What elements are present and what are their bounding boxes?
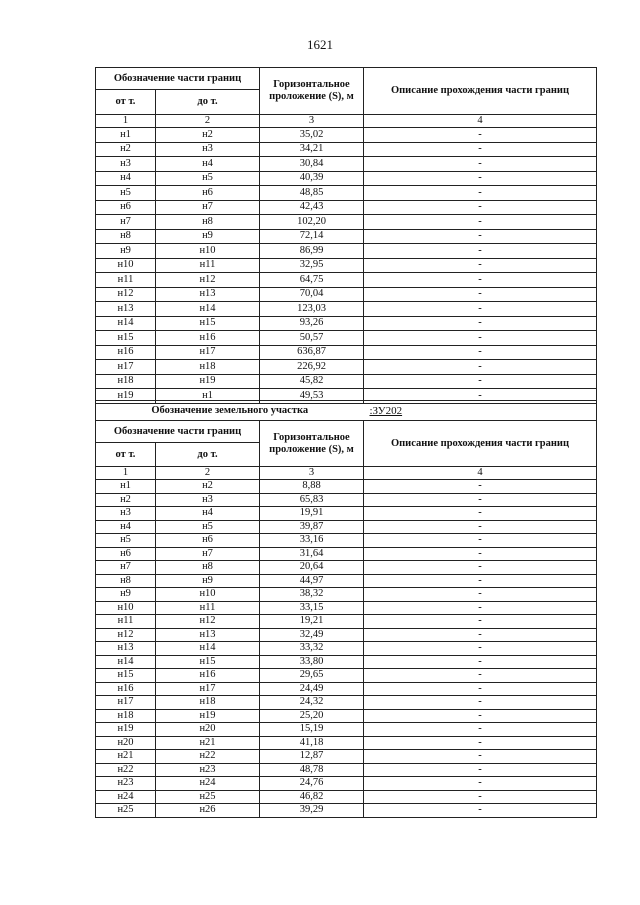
header-to-point: до т. [156,443,260,467]
table-row [96,186,597,201]
distance-cell: 49,53 [260,389,364,404]
column-number-row [96,467,597,480]
distance-cell: 33,32 [260,642,364,656]
description-cell: - [364,331,597,346]
distance-cell: 65,83 [260,493,364,507]
from-point-cell: н25 [96,804,156,818]
distance-cell: 19,91 [260,507,364,521]
from-point-cell: н3 [96,157,156,172]
to-point-cell: н2 [156,128,260,143]
description-cell: - [364,186,597,201]
distance-cell: 35,02 [260,128,364,143]
description-cell: - [364,763,597,777]
from-point-cell: н11 [96,273,156,288]
from-point-cell: н16 [96,682,156,696]
to-point-cell: н7 [156,547,260,561]
distance-cell: 33,16 [260,534,364,548]
to-point-cell: н5 [156,171,260,186]
distance-cell: 34,21 [260,142,364,157]
table-row [96,128,597,143]
description-cell: - [364,229,597,244]
distance-cell: 15,19 [260,723,364,737]
distance-cell: 20,64 [260,561,364,575]
table-row [96,157,597,172]
to-point-cell: н18 [156,696,260,710]
table-row [96,642,597,656]
to-point-cell: н12 [156,273,260,288]
description-cell: - [364,709,597,723]
description-cell: - [364,574,597,588]
col-number: 3 [260,467,364,480]
table-row [96,777,597,791]
from-point-cell: н23 [96,777,156,791]
distance-cell: 32,95 [260,258,364,273]
col-number: 4 [364,115,597,128]
description-cell: - [364,374,597,389]
to-point-cell: н24 [156,777,260,791]
distance-cell: 24,49 [260,682,364,696]
table-row [96,561,597,575]
from-point-cell: н19 [96,723,156,737]
description-cell: - [364,588,597,602]
description-cell: - [364,507,597,521]
col-number: 2 [156,115,260,128]
from-point-cell: н1 [96,128,156,143]
from-point-cell: н9 [96,244,156,259]
to-point-cell: н17 [156,682,260,696]
col-number: 1 [96,115,156,128]
table-row [96,547,597,561]
to-point-cell: н13 [156,287,260,302]
table-row [96,723,597,737]
distance-cell: 48,78 [260,763,364,777]
table-row [96,682,597,696]
table-row [96,601,597,615]
from-point-cell: н19 [96,389,156,404]
table-row [96,287,597,302]
table-row [96,520,597,534]
col-number: 2 [156,467,260,480]
distance-cell: 32,49 [260,628,364,642]
header-boundary-part: Обозначение части границ [96,68,260,90]
description-cell: - [364,790,597,804]
distance-cell: 29,65 [260,669,364,683]
header-distance: Горизонтальное проложение (S), м [260,68,364,115]
distance-cell: 39,87 [260,520,364,534]
from-point-cell: н17 [96,696,156,710]
to-point-cell: н15 [156,655,260,669]
column-number-row [96,115,597,128]
distance-cell: 30,84 [260,157,364,172]
distance-cell: 86,99 [260,244,364,259]
distance-cell: 40,39 [260,171,364,186]
distance-cell: 72,14 [260,229,364,244]
description-cell: - [364,561,597,575]
to-point-cell: н16 [156,331,260,346]
distance-cell: 25,20 [260,709,364,723]
col-number: 3 [260,115,364,128]
to-point-cell: н17 [156,345,260,360]
to-point-cell: н10 [156,244,260,259]
description-cell: - [364,628,597,642]
table-row [96,736,597,750]
distance-cell: 636,87 [260,345,364,360]
from-point-cell: н16 [96,345,156,360]
distance-cell: 38,32 [260,588,364,602]
distance-cell: 12,87 [260,750,364,764]
table-row [96,696,597,710]
to-point-cell: н22 [156,750,260,764]
to-point-cell: н4 [156,157,260,172]
table-row [96,709,597,723]
from-point-cell: н14 [96,655,156,669]
from-point-cell: н15 [96,331,156,346]
to-point-cell: н20 [156,723,260,737]
header-to-point: до т. [156,90,260,115]
description-cell: - [364,682,597,696]
table-row [96,507,597,521]
distance-cell: 24,76 [260,777,364,791]
header-description: Описание прохождения части границ [364,68,597,115]
table-row [96,360,597,375]
to-point-cell: н18 [156,360,260,375]
description-cell: - [364,696,597,710]
to-point-cell: н6 [156,186,260,201]
to-point-cell: н9 [156,229,260,244]
to-point-cell: н14 [156,302,260,317]
table-row [96,480,597,494]
to-point-cell: н7 [156,200,260,215]
page-number: 1621 [307,37,333,52]
description-cell: - [364,215,597,230]
description-cell: - [364,669,597,683]
table-row [96,763,597,777]
to-point-cell: н10 [156,588,260,602]
from-point-cell: н2 [96,142,156,157]
table-row [96,750,597,764]
to-point-cell: н16 [156,669,260,683]
description-cell: - [364,655,597,669]
from-point-cell: н13 [96,642,156,656]
to-point-cell: н11 [156,258,260,273]
to-point-cell: н2 [156,480,260,494]
distance-cell: 70,04 [260,287,364,302]
from-point-cell: н5 [96,186,156,201]
table-row [96,374,597,389]
from-point-cell: н13 [96,302,156,317]
to-point-cell: н15 [156,316,260,331]
table-row [96,493,597,507]
col-number: 4 [364,467,597,480]
to-point-cell: н9 [156,574,260,588]
description-cell: - [364,302,597,317]
distance-cell: 50,57 [260,331,364,346]
description-cell: - [364,642,597,656]
from-point-cell: н10 [96,258,156,273]
to-point-cell: н3 [156,142,260,157]
description-cell: - [364,389,597,404]
from-point-cell: н10 [96,601,156,615]
distance-cell: 8,88 [260,480,364,494]
distance-cell: 123,03 [260,302,364,317]
description-cell: - [364,520,597,534]
to-point-cell: н1 [156,389,260,404]
description-cell: - [364,480,597,494]
distance-cell: 39,29 [260,804,364,818]
distance-cell: 45,82 [260,374,364,389]
description-cell: - [364,316,597,331]
from-point-cell: н5 [96,534,156,548]
description-cell: - [364,547,597,561]
description-cell: - [364,804,597,818]
from-point-cell: н9 [96,588,156,602]
to-point-cell: н8 [156,561,260,575]
to-point-cell: н19 [156,374,260,389]
description-cell: - [364,345,597,360]
to-point-cell: н25 [156,790,260,804]
table-row [96,804,597,818]
table-row [96,574,597,588]
description-cell: - [364,360,597,375]
to-point-cell: н26 [156,804,260,818]
description-cell: - [364,258,597,273]
to-point-cell: н5 [156,520,260,534]
table-row [96,655,597,669]
table-row [96,229,597,244]
parcel-number: :ЗУ202 [364,401,597,421]
from-point-cell: н18 [96,374,156,389]
to-point-cell: н8 [156,215,260,230]
from-point-cell: н20 [96,736,156,750]
to-point-cell: н14 [156,642,260,656]
col-number: 1 [96,467,156,480]
distance-cell: 48,85 [260,186,364,201]
description-cell: - [364,534,597,548]
table-row [96,142,597,157]
distance-cell: 33,15 [260,601,364,615]
description-cell: - [364,736,597,750]
from-point-cell: н6 [96,200,156,215]
description-cell: - [364,493,597,507]
table-row [96,200,597,215]
table-row [96,331,597,346]
to-point-cell: н23 [156,763,260,777]
header-distance: Горизонтальное проложение (S), м [260,421,364,467]
table-row [96,258,597,273]
from-point-cell: н7 [96,215,156,230]
distance-cell: 44,97 [260,574,364,588]
from-point-cell: н24 [96,790,156,804]
from-point-cell: н22 [96,763,156,777]
distance-cell: 33,80 [260,655,364,669]
table-row [96,273,597,288]
from-point-cell: н2 [96,493,156,507]
from-point-cell: н4 [96,171,156,186]
to-point-cell: н4 [156,507,260,521]
table-row [96,790,597,804]
header-from-point: от т. [96,90,156,115]
from-point-cell: н17 [96,360,156,375]
boundary-table-1 [95,67,597,404]
distance-cell: 64,75 [260,273,364,288]
from-point-cell: н11 [96,615,156,629]
from-point-cell: н7 [96,561,156,575]
to-point-cell: н13 [156,628,260,642]
description-cell: - [364,157,597,172]
description-cell: - [364,244,597,259]
header-from-point: от т. [96,443,156,467]
to-point-cell: н11 [156,601,260,615]
from-point-cell: н3 [96,507,156,521]
table-row [96,628,597,642]
header-description: Описание прохождения части границ [364,421,597,467]
description-cell: - [364,601,597,615]
description-cell: - [364,723,597,737]
from-point-cell: н18 [96,709,156,723]
to-point-cell: н12 [156,615,260,629]
to-point-cell: н21 [156,736,260,750]
description-cell: - [364,615,597,629]
table-row [96,215,597,230]
table-row [96,302,597,317]
boundary-table-2 [95,400,597,818]
distance-cell: 41,18 [260,736,364,750]
from-point-cell: н4 [96,520,156,534]
from-point-cell: н15 [96,669,156,683]
distance-cell: 93,26 [260,316,364,331]
description-cell: - [364,171,597,186]
to-point-cell: н6 [156,534,260,548]
from-point-cell: н14 [96,316,156,331]
table-row [96,171,597,186]
from-point-cell: н8 [96,229,156,244]
description-cell: - [364,273,597,288]
table-row [96,615,597,629]
description-cell: - [364,200,597,215]
table-row [96,669,597,683]
to-point-cell: н3 [156,493,260,507]
description-cell: - [364,777,597,791]
table-row [96,316,597,331]
to-point-cell: н19 [156,709,260,723]
distance-cell: 19,21 [260,615,364,629]
distance-cell: 46,82 [260,790,364,804]
table-row [96,588,597,602]
description-cell: - [364,287,597,302]
from-point-cell: н21 [96,750,156,764]
distance-cell: 42,43 [260,200,364,215]
distance-cell: 31,64 [260,547,364,561]
table-row [96,534,597,548]
header-boundary-part: Обозначение части границ [96,421,260,443]
distance-cell: 102,20 [260,215,364,230]
parcel-label: Обозначение земельного участка [96,401,364,421]
description-cell: - [364,750,597,764]
from-point-cell: н8 [96,574,156,588]
distance-cell: 226,92 [260,360,364,375]
distance-cell: 24,32 [260,696,364,710]
from-point-cell: н12 [96,287,156,302]
description-cell: - [364,128,597,143]
table-row [96,345,597,360]
description-cell: - [364,142,597,157]
from-point-cell: н6 [96,547,156,561]
from-point-cell: н12 [96,628,156,642]
table-row [96,244,597,259]
from-point-cell: н1 [96,480,156,494]
